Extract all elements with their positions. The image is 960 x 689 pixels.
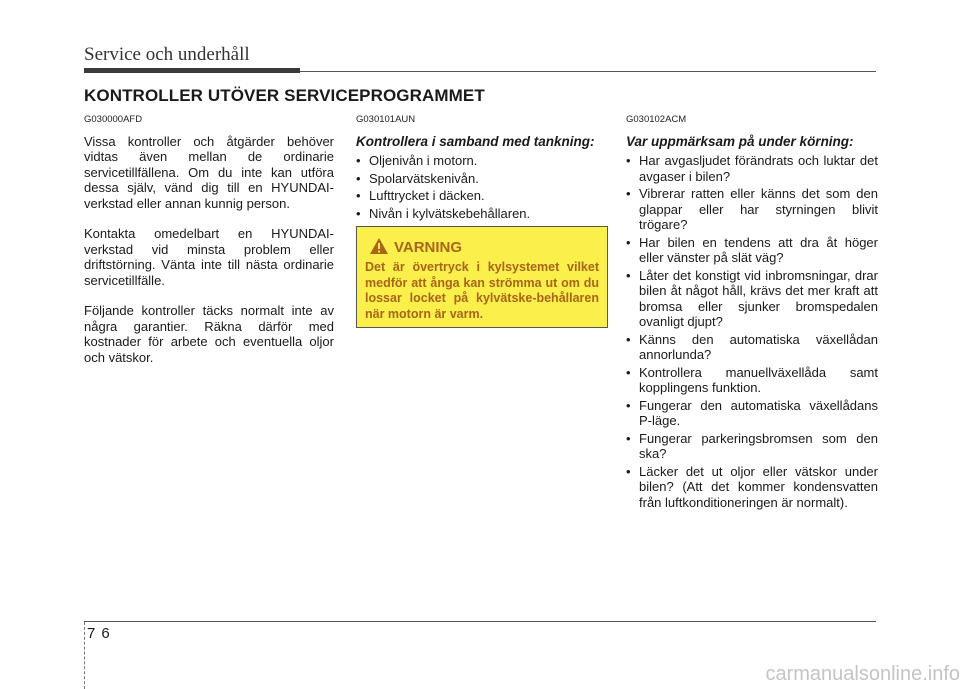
list-item bbox=[626, 332, 878, 363]
warning-title: VARNING bbox=[394, 239, 463, 256]
bullet-icon: • bbox=[626, 397, 631, 413]
list-item-text: Fungerar parkeringsbromsen som den ska? bbox=[639, 430, 878, 461]
bullet-icon: • bbox=[626, 364, 631, 380]
list-item bbox=[626, 431, 878, 462]
list-item bbox=[626, 268, 878, 330]
page-number: 76 bbox=[87, 625, 116, 642]
bullet-icon: • bbox=[626, 267, 631, 283]
bullet-icon: • bbox=[626, 463, 631, 479]
section-code: G030102ACM bbox=[626, 114, 687, 125]
list-item-text: Läcker det ut oljor eller vätskor under bilen? (Att det kommer kondensvatten från luftkonditioneringen är normalt). bbox=[639, 463, 878, 510]
bullet-icon: • bbox=[626, 186, 631, 201]
warning-text: Det är övertryck i kylsystemet vilket medför att ånga kan strömma ut om du lossar locket på kylvätske-behållaren när motorn är varm. bbox=[365, 260, 599, 321]
bullet-icon: • bbox=[356, 170, 361, 186]
watermark: carmanualsonline.info bbox=[765, 663, 960, 685]
list-item-text: Vibrerar ratten eller känns det som den glappar eller har styrningen blivit trögare? bbox=[639, 186, 878, 232]
list-item-text: Kontrollera manuellväxellåda samt kopplingens funktion. bbox=[639, 364, 878, 395]
header-title: Service och underhåll bbox=[84, 44, 250, 65]
subheading: Kontrollera i samband med tankning: bbox=[356, 133, 595, 149]
section-title: KONTROLLER UTÖVER SERVICEPROGRAMMET bbox=[84, 86, 485, 105]
list-item-text: Fungerar den automatiska växellådans P-läge. bbox=[639, 397, 878, 428]
bullet-icon: • bbox=[356, 205, 361, 221]
warning-triangle-icon bbox=[369, 237, 389, 255]
bullet-icon: • bbox=[626, 331, 631, 347]
bullet-icon: • bbox=[626, 430, 631, 446]
paragraph: Vissa kontroller och åtgärder behöver vidtas även mellan de ordinarie servicetillfällena. Om du inte kan utföra dessa själv, vänd dig till en HYUNDAI-verkstad eller annan kunnig person. bbox=[84, 133, 334, 211]
section-code: G030000AFD bbox=[84, 114, 143, 125]
list-item bbox=[626, 365, 878, 396]
list-item bbox=[626, 186, 878, 233]
column-2 bbox=[356, 112, 608, 223]
checklist bbox=[626, 153, 878, 510]
list-item bbox=[626, 235, 878, 266]
column-3 bbox=[626, 112, 878, 512]
list-item-text: Oljenivån i motorn. bbox=[369, 153, 478, 168]
header-bar bbox=[84, 68, 300, 73]
checklist bbox=[356, 153, 608, 221]
bullet-icon: • bbox=[356, 153, 361, 168]
list-item bbox=[356, 153, 608, 169]
footer-rule bbox=[84, 621, 876, 622]
footer-divider bbox=[84, 622, 85, 689]
list-item bbox=[626, 153, 878, 184]
list-item-text: Har bilen en tendens att dra åt höger eller vänster på slät väg? bbox=[639, 234, 878, 265]
paragraph: Kontakta omedelbart en HYUNDAI-verkstad vid minsta problem eller driftstörning. Vänta inte till nästa ordinarie servicetillfälle. bbox=[84, 226, 334, 288]
list-item bbox=[356, 188, 608, 204]
bullet-icon: • bbox=[356, 188, 361, 203]
warning-box bbox=[356, 226, 608, 328]
bullet-icon: • bbox=[626, 234, 631, 250]
list-item bbox=[626, 398, 878, 429]
list-item bbox=[626, 464, 878, 511]
list-item-text: Spolarvätskenivån. bbox=[369, 170, 479, 186]
column-1 bbox=[84, 112, 334, 380]
section-code: G030101AUN bbox=[356, 114, 416, 125]
list-item bbox=[356, 171, 608, 187]
header-rule bbox=[300, 71, 876, 72]
list-item-text: Lufttrycket i däcken. bbox=[369, 188, 485, 203]
subheading: Var uppmärksam på under körning: bbox=[626, 133, 854, 149]
list-item-text: Känns den automatiska växellådan annorlunda? bbox=[639, 331, 878, 362]
list-item bbox=[356, 206, 608, 222]
bullet-icon: • bbox=[626, 153, 631, 168]
paragraph: Följande kontroller täcks normalt inte av några garantier. Räkna därför med kostnader för arbete och eventuella oljor och vätskor. bbox=[84, 303, 334, 365]
list-item-text: Nivån i kylvätskebehållaren. bbox=[369, 205, 531, 221]
list-item-text: Låter det konstigt vid inbromsningar, drar bilen åt något håll, krävs det mer kraft att bromsa eller sjunker bromspedalen ovanligt djupt? bbox=[639, 267, 878, 329]
list-item-text: Har avgasljudet förändrats och luktar det avgaser i bilen? bbox=[639, 153, 878, 184]
